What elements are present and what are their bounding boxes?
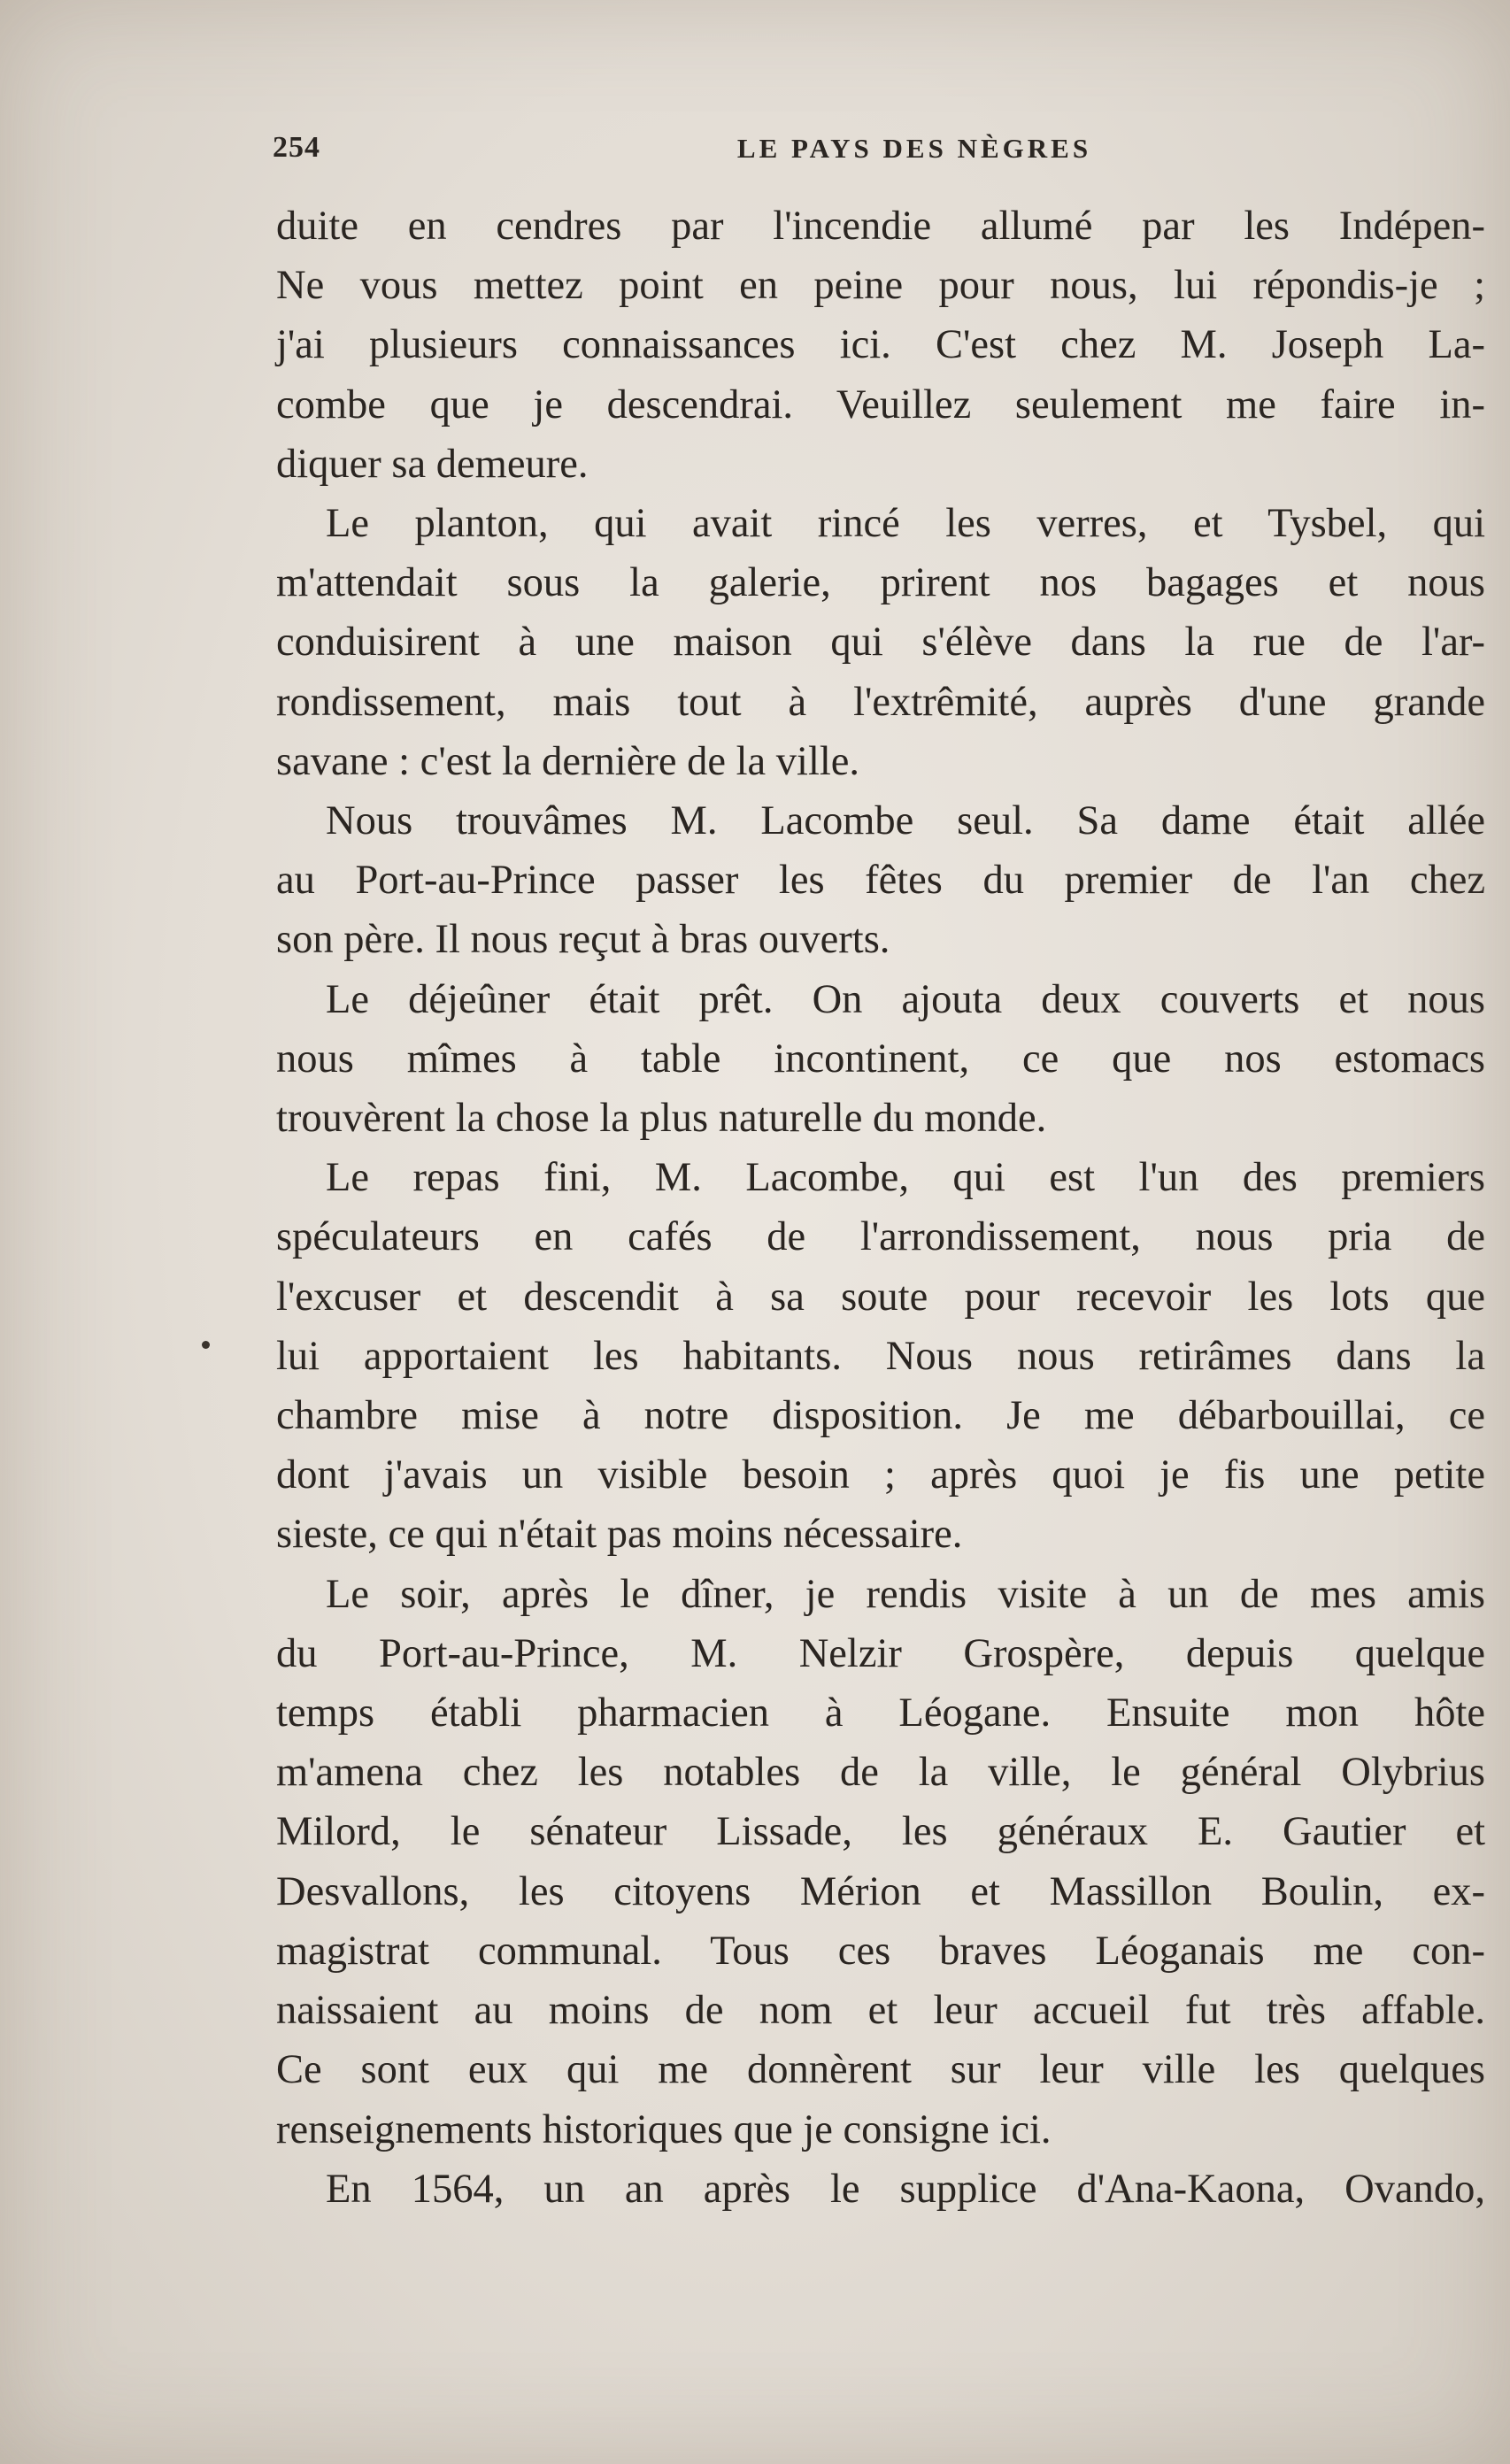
margin-ink-dot [202,1341,210,1349]
text-line: sieste, ce qui n'était pas moins nécessaire. [276,1512,963,1558]
text-line: Ne vous mettez point en peine pour nous, lui répondis-je ; [276,263,1485,309]
text-line: Le repas fini, M. Lacombe, qui est l'un des premiers [326,1155,1485,1201]
text-line: conduisirent à une maison qui s'élève dans la rue de l'ar- [276,620,1485,666]
text-line: Ce sont eux qui me donnèrent sur leur ville les quelques [276,2047,1485,2093]
paragraph [276,1565,1485,2160]
paragraph [276,791,1485,970]
paragraph [276,1148,1485,1564]
text-line: Le soir, après le dîner, je rendis visite à un de mes amis [326,1571,1485,1617]
text-line: Le planton, qui avait rincé les verres, et Tysbel, qui [326,501,1485,547]
text-line: nous mîmes à table incontinent, ce que nos estomacs [276,1036,1485,1082]
paragraph [276,2160,1485,2219]
text-line: renseignements historiques que je consigne ici. [276,2106,1052,2152]
text-line: En 1564, un an après le supplice d'Ana-Kaona, Ovando, [326,2166,1485,2212]
text-line: Nous trouvâmes M. Lacombe seul. Sa dame était allée [326,798,1485,844]
text-line: magistrat communal. Tous ces braves Léoganais me con- [276,1928,1485,1974]
text-line: du Port-au-Prince, M. Nelzir Grospère, depuis quelque [276,1630,1485,1676]
text-line: temps établi pharmacien à Léogane. Ensuite mon hôte [276,1690,1485,1736]
text-line: Desvallons, les citoyens Mérion et Massillon Boulin, ex- [276,1868,1485,1914]
text-line: combe que je descendrai. Veuillez seulement me faire in- [276,381,1485,427]
paragraph [276,970,1485,1149]
page-header [273,131,1485,170]
text-line: m'amena chez les notables de la ville, le général Olybrius [276,1750,1485,1796]
text-line: au Port-au-Prince passer les fêtes du premier de l'an chez [276,858,1485,904]
text-line: diquer sa demeure. [276,441,589,487]
text-line: l'excuser et descendit à sa soute pour recevoir les lots que [276,1274,1485,1320]
text-line: dont j'avais un visible besoin ; après quoi je fis une petite [276,1452,1485,1498]
paragraph [276,196,1485,494]
text-line: son père. Il nous reçut à bras ouverts. [276,917,890,963]
text-line: duite en cendres par l'incendie allumé par les Indépen- [276,204,1485,249]
text-line: spéculateurs en cafés de l'arrondissement, nous pria de [276,1214,1485,1260]
paragraph [276,494,1485,791]
text-line: rondissement, mais tout à l'extrêmité, auprès d'une grande [276,679,1485,725]
body-text [276,196,1485,2219]
page-number: 254 [273,131,320,164]
text-line: chambre mise à notre disposition. Je me débarbouillai, ce [276,1393,1485,1439]
text-line: Milord, le sénateur Lissade, les généraux E. Gautier et [276,1809,1485,1855]
running-title: LE PAYS DES NÈGRES [736,133,1092,164]
text-line: lui apportaient les habitants. Nous nous retirâmes dans la [276,1333,1485,1379]
text-line: j'ai plusieurs connaissances ici. C'est chez M. Joseph La- [276,322,1485,368]
text-line: Le déjeûner était prêt. On ajouta deux couverts et nous [326,976,1485,1022]
text-line: trouvèrent la chose la plus naturelle du monde. [276,1096,1047,1142]
text-line: naissaient au moins de nom et leur accueil fut très affable. [276,1988,1485,2034]
text-line: m'attendait sous la galerie, prirent nos bagages et nous [276,560,1485,606]
text-line: savane : c'est la dernière de la ville. [276,738,860,784]
